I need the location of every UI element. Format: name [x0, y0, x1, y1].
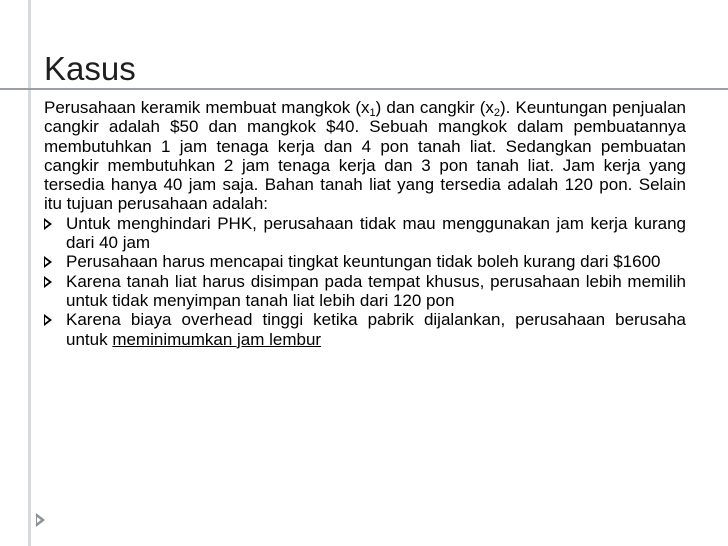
triangle-bullet-icon: [44, 276, 52, 288]
list-item: [44, 252, 686, 271]
bullet-text: Karena tanah liat harus disimpan pada tempat khusus, perusahaan lebih memilih untuk tidak menyimpan tanah liat lebih dari 120 pon: [66, 271, 686, 310]
bullet-text: Karena biaya overhead tinggi ketika pabrik dijalankan, perusahaan berusaha untuk: [66, 310, 686, 349]
footer-arrow-icon: [36, 513, 45, 527]
intro-text-part-1: Perusahaan keramik membuat mangkok (x: [44, 98, 370, 117]
subscript-1: 1: [369, 107, 376, 119]
bullet-text: Untuk menghindari PHK, perusahaan tidak mau menggunakan jam kerja kurang dari 40 jam: [66, 213, 686, 253]
list-item: [44, 214, 686, 253]
list-item: [44, 310, 686, 349]
triangle-bullet-icon: [44, 314, 52, 326]
intro-text-part-3: ). Keuntungan penjualan cangkir adalah $50 dan mangkok $40. Sebuah mangkok dalam pembuatannya membutuhkan 1 jam tenaga kerja dan 4 pon tanah liat. Sedangkan pembuatan cangkir membutuhkan 2 jam tenaga kerja dan 3 pon tanah liat. Jam kerja yang tersedia hanya 40 jam saja. Bahan tanah liat yang tersedia adalah 120 pon. Selain itu tujuan perusahaan adalah:: [44, 98, 686, 214]
triangle-bullet-icon: [44, 256, 52, 268]
underlined-phrase: meminimumkan jam lembur: [112, 329, 322, 349]
slide-content: [44, 98, 686, 349]
intro-text-part-2: ) dan cangkir (x: [375, 98, 494, 117]
left-accent-line: [28, 0, 31, 546]
title-divider: [0, 88, 728, 90]
list-item: [44, 272, 686, 311]
triangle-bullet-icon: [44, 218, 52, 230]
bullet-text: Perusahaan harus mencapai tingkat keuntungan tidak boleh kurang dari $1600: [66, 252, 661, 272]
intro-paragraph: [44, 98, 686, 214]
slide-title: Kasus: [44, 50, 136, 87]
subscript-2: 2: [493, 107, 501, 119]
bullet-list: [44, 214, 686, 349]
